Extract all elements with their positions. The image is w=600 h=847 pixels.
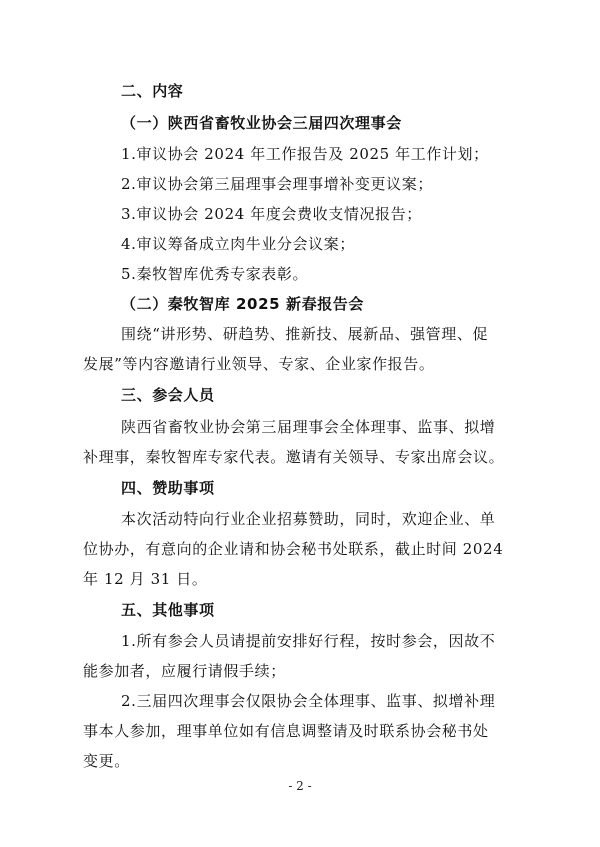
agenda-item-4: 4.审议筹备成立肉牛业分会议案； (121, 235, 355, 253)
subsection-2-title: （二）秦牧智库 2025 新春报告会 (121, 295, 364, 313)
agenda-item-3: 3.审议协会 2024 年度会费收支情况报告； (121, 205, 422, 223)
agenda-item-1: 1.审议协会 2024 年工作报告及 2025 年工作计划； (121, 145, 489, 163)
other-item-2-line-3: 变更。 (83, 752, 130, 770)
agenda-item-2: 2.审议协会第三届理事会理事增补变更议案； (121, 175, 433, 193)
other-item-2-line-2: 事本人参加，理事单位如有信息调整请及时联系协会秘书处 (83, 722, 489, 740)
subsection-2-text-line-1: 围绕“讲形势、研趋势、推新技、展新品、强管理、促 (121, 325, 489, 343)
section-3-heading: 三、参会人员 (121, 386, 215, 404)
other-item-2-line-1: 2.三届四次理事会仅限协会全体理事、监事、拟增补理 (121, 692, 496, 710)
subsection-2-text-line-2: 发展”等内容邀请行业领导、专家、企业家作报告。 (83, 355, 435, 373)
section-4-text-line-3: 年 12 月 31 日。 (83, 570, 208, 588)
agenda-item-5: 5.秦牧智库优秀专家表彰。 (121, 265, 309, 283)
other-item-1-line-1: 1.所有参会人员请提前安排好行程，按时参会，因故不 (121, 632, 496, 650)
section-4-heading: 四、赞助事项 (121, 479, 215, 497)
page-number: - 2 - (288, 779, 312, 793)
section-2-heading: 二、内容 (121, 82, 184, 100)
section-4-text-line-1: 本次活动特向行业企业招募赞助，同时，欢迎企业、单 (121, 510, 496, 528)
section-5-heading: 五、其他事项 (121, 601, 215, 619)
other-item-1-line-2: 能参加者，应履行请假手续； (83, 662, 286, 680)
section-4-text-line-2: 位协办，有意向的企业请和协会秘书处联系，截止时间 2024 (83, 540, 504, 558)
section-3-text-line-2: 补理事，秦牧智库专家代表。邀请有关领导、专家出席会议。 (83, 448, 505, 466)
subsection-1-title: （一）陕西省畜牧业协会三届四次理事会 (121, 114, 402, 132)
section-3-text-line-1: 陕西省畜牧业协会第三届理事会全体理事、监事、拟增 (121, 418, 496, 436)
